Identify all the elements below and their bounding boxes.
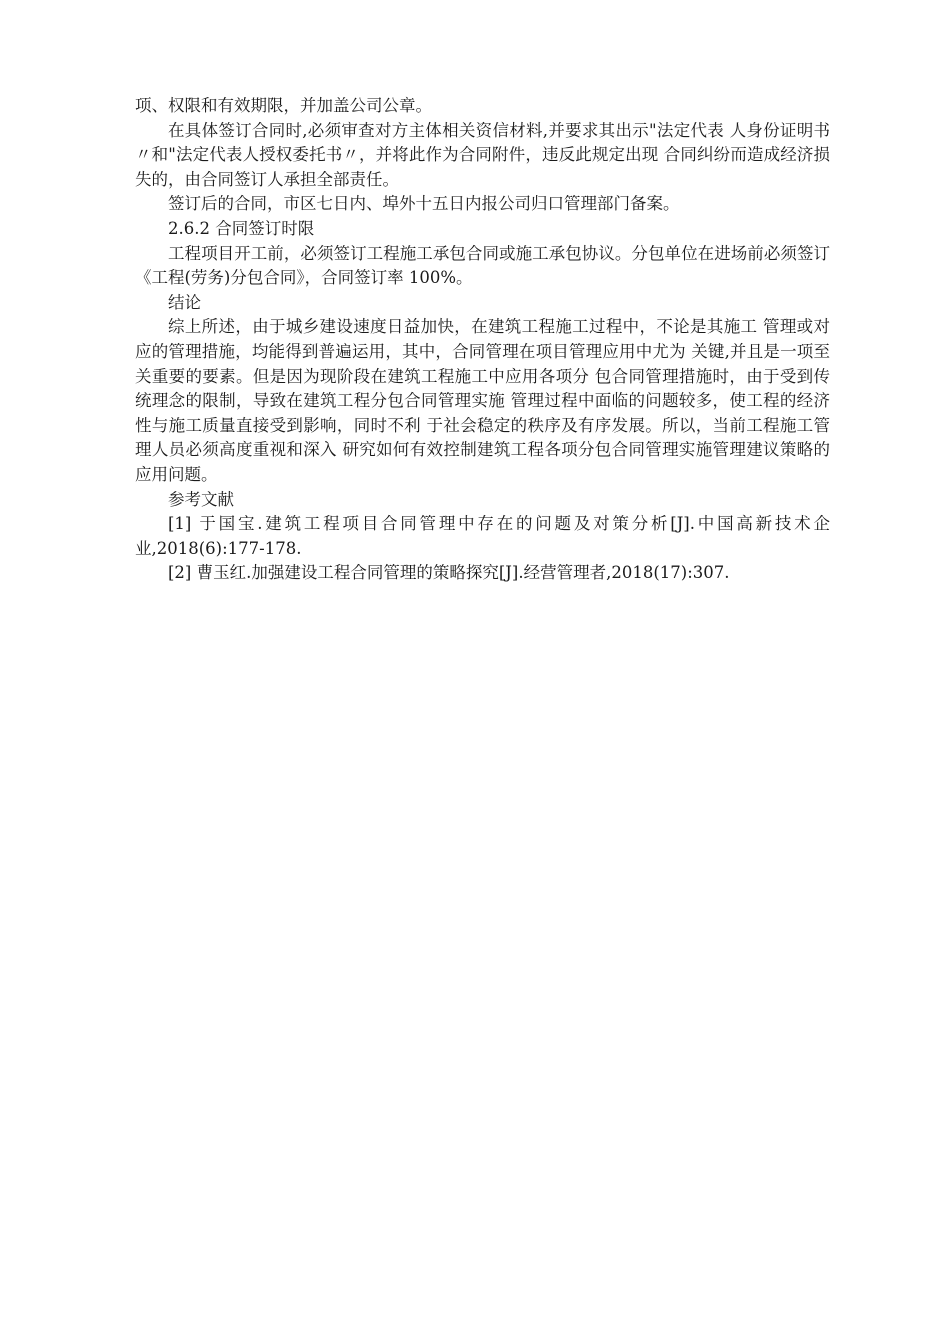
paragraph-continuation: 项、权限和有效期限，并加盖公司公章。 bbox=[135, 96, 432, 115]
section-heading-conclusion: 结论 bbox=[168, 292, 201, 312]
paragraph-contract-timing: 工程项目开工前，必须签订工程施工承包合同或施工承包协议。分包单位在进场前必须签订《工程(劳务)分包合同》，合同签订率 100%。 bbox=[135, 243, 830, 288]
paragraph-contract-filing: 签订后的合同，市区七日内、埠外十五日内报公司归口管理部门备案。 bbox=[168, 194, 680, 214]
document-body bbox=[135, 94, 830, 586]
section-heading-2-6-2: 2.6.2 合同签订时限 bbox=[168, 218, 315, 238]
reference-item-1: [1] 于国宝.建筑工程项目合同管理中存在的问题及对策分析[J].中国高新技术企业,2018(6):177-178. bbox=[135, 514, 830, 558]
reference-item-2: [2] 曹玉红.加强建设工程合同管理的策略探究[J].经营管理者,2018(17):307. bbox=[168, 563, 730, 583]
paragraph-conclusion: 综上所述，由于城乡建设速度日益加快，在建筑工程施工过程中，不论是其施工 管理或对应的管理措施，均能得到普遍运用，其中，合同管理在项目管理应用中尤为 关键,并且是一项至关重要的要素。但是因为现阶段在建筑工程施工中应用各项分 包合同管理措施时，由于受到传统理念的限制，导致在建筑工程分包合同管理实施 管理过程中面临的问题较多，使工程的经济性与施工质量直接受到影响，同时不利 于社会稳定的秩序及有序发展。所以，当前工程施工管理人员必须高度重视和深入 研究如何有效控制建筑工程各项分包合同管理实施管理建议策略的应用问题。 bbox=[135, 317, 830, 484]
paragraph-contract-review: 在具体签订合同时,必须审查对方主体相关资信材料,并要求其出示"法定代表 人身份证明书〃和"法定代表人授权委托书〃，并将此作为合同附件，违反此规定出现 合同纠纷而造成经济损失的，由合同签订人承担全部责任。 bbox=[135, 120, 830, 189]
section-heading-references: 参考文献 bbox=[168, 489, 234, 509]
